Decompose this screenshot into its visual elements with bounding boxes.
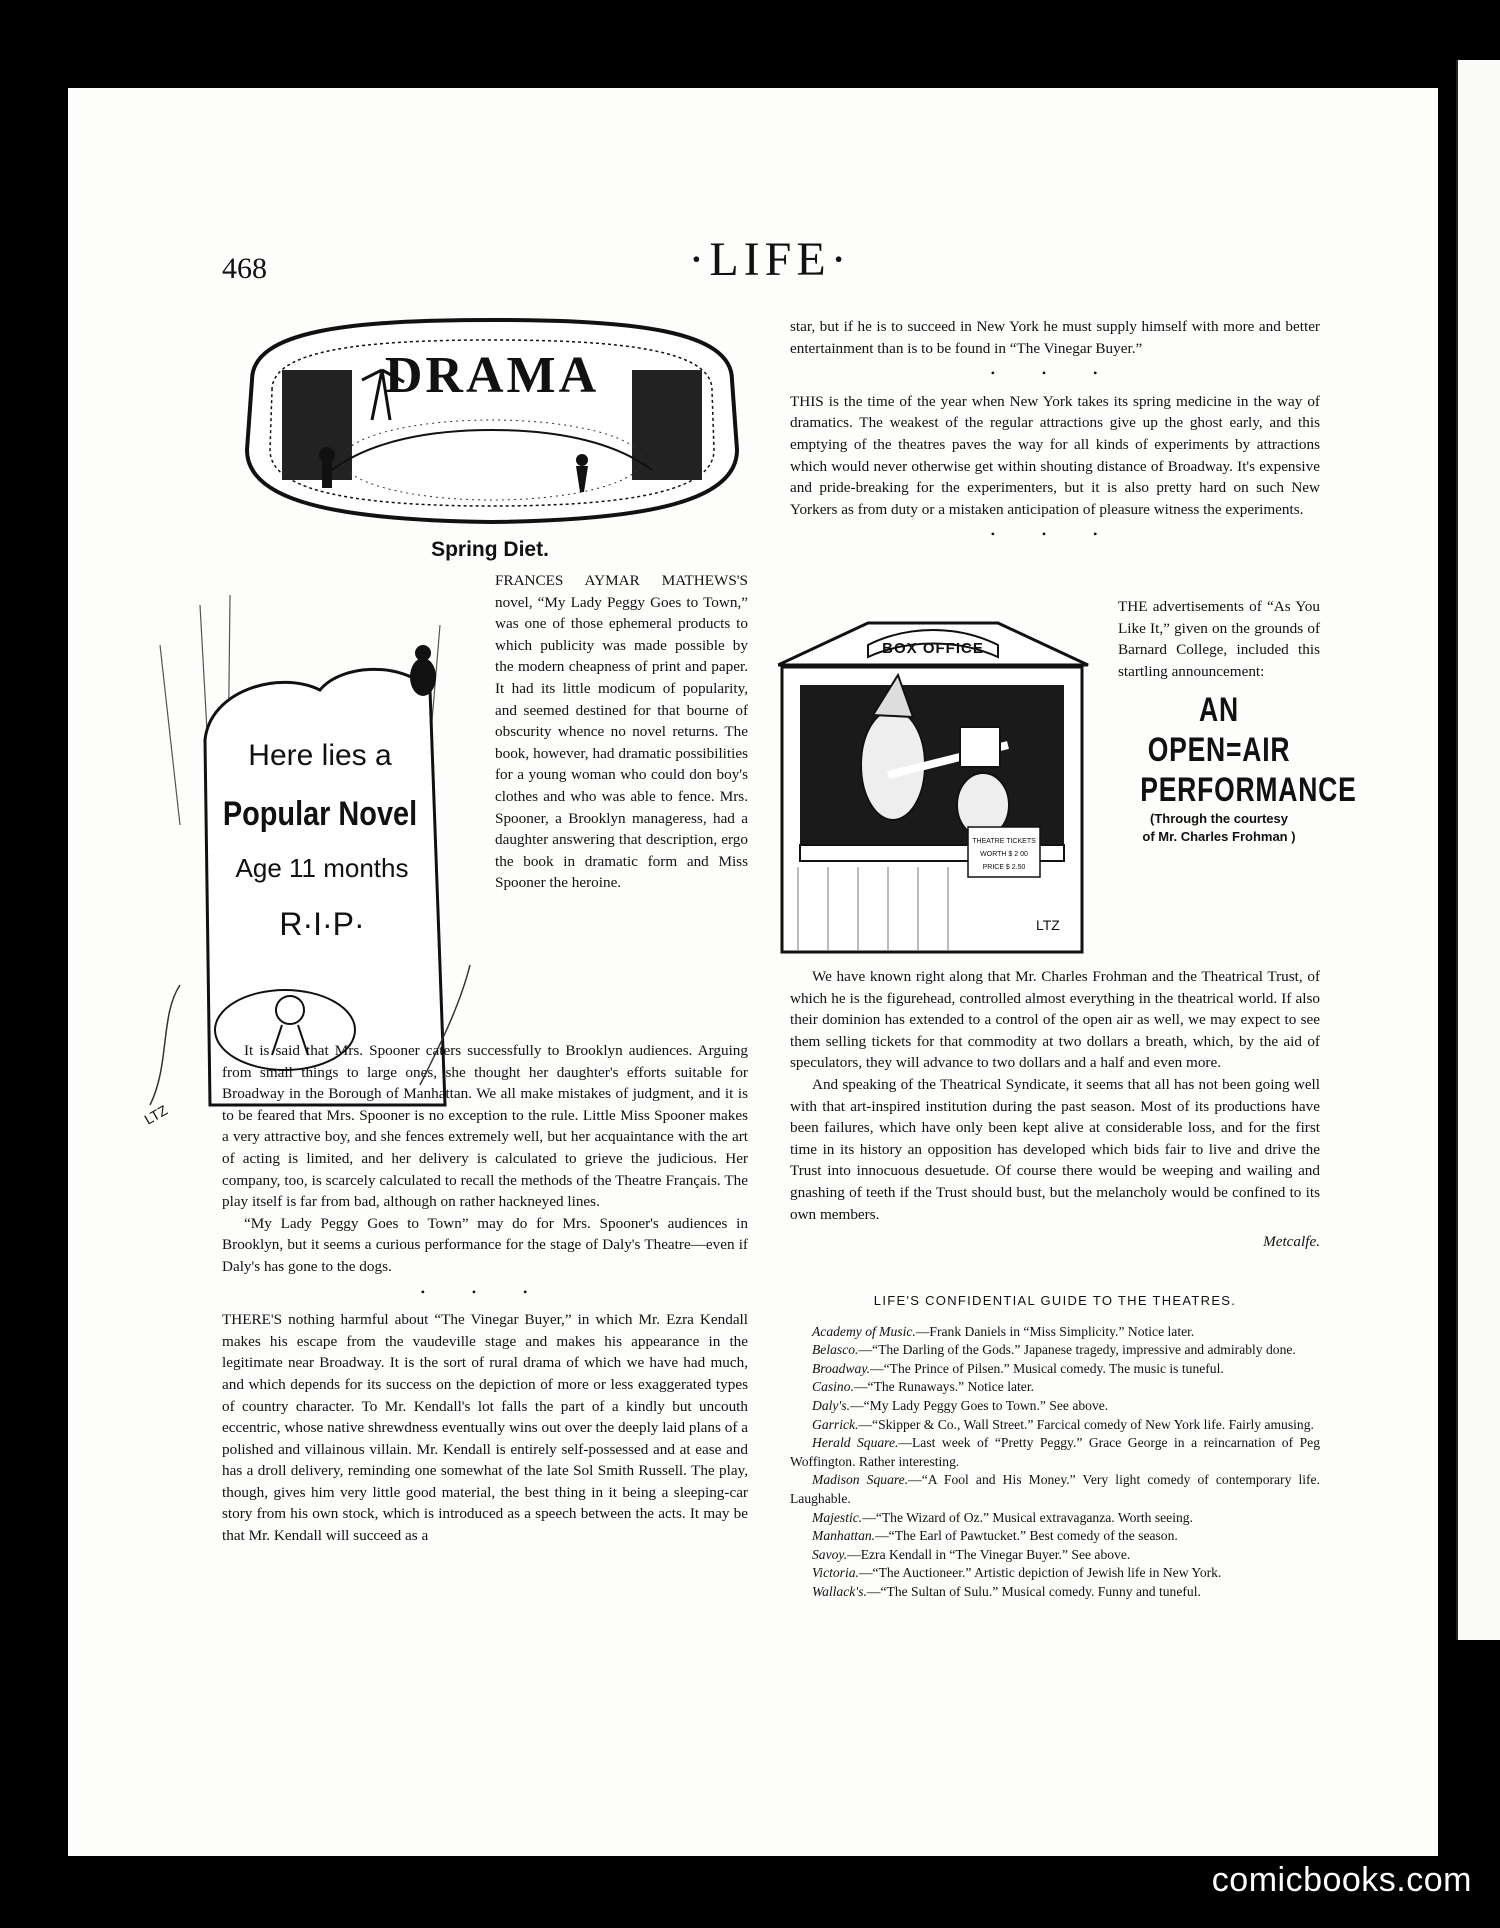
tombstone-line-2: Popular Novel — [222, 793, 418, 833]
article-paragraph-3: “My Lady Peggy Goes to Town” may do for Mrs. Spooner's audiences in Brooklyn, but it seems a curious performance for the stage of Daly's Theatre—even if Daly's has gone to the dogs. — [222, 1214, 748, 1275]
article-paragraph-5: star, but if he is to succeed in New York he must supply himself with more and better entertainment than is to be found in “The Vinegar Buyer.” — [790, 318, 1320, 357]
theatre-guide-entry — [790, 1471, 1320, 1508]
theatre-name: Majestic. — [812, 1509, 863, 1525]
theatre-guide-entry — [790, 1546, 1320, 1565]
theatre-name: Manhattan. — [812, 1528, 876, 1544]
tombstone-artist-mark: LTZ — [141, 1101, 171, 1128]
theatre-description: —“The Prince of Pilsen.” Musical comedy. The music is tuneful. — [870, 1360, 1224, 1376]
theatre-description: —“The Runaways.” Notice later. — [853, 1379, 1034, 1395]
theatre-name: Savoy. — [812, 1546, 848, 1562]
theatre-description: —“The Darling of the Gods.” Japanese tragedy, impressive and admirably done. — [858, 1342, 1296, 1358]
tombstone-line-4: R·I·P· — [279, 906, 365, 942]
theatre-description: —“The Wizard of Oz.” Musical extravaganza. Worth seeing. — [862, 1509, 1193, 1525]
theatre-guide-heading: LIFE'S CONFIDENTIAL GUIDE TO THE THEATRES. — [873, 1293, 1237, 1308]
article-paragraph-4: THERE'S nothing harmful about “The Vinegar Buyer,” in which Mr. Ezra Kendall makes his escape from the vaudeville stage and makes his appearance in the legitimate near Broadway. It is the sort of rural drama of which we have had much, and which depends for its success on the depiction of more or less exaggerated types of country character. To Mr. Kendall's lot falls the part of a kindly but uncouth eccentric, whose native shrewdness eventually wins out over the deeply laid plans of a polished and villainous villain. Mr. Kendall is entirely self-possessed and at ease and has a droll delivery, reminding one somewhat of the late Sol Smith Russell. The play, though, gives him very little good material, the best thing in it being a sleeping-car story from his own stock, which is introduced as a speech between the acts. It may be that Mr. Kendall will succeed as a — [222, 1311, 748, 1545]
theatre-guide-entry — [790, 1527, 1320, 1546]
theatre-guide-entry — [790, 1434, 1320, 1471]
section-divider: • • • — [990, 527, 1120, 542]
announcement-subhead-line-1: (Through the courtesy — [1150, 811, 1288, 827]
article-paragraph-8: We have known right along that Mr. Charles Frohman and the Theatrical Trust, of which he is the figurehead, controlled almost everything in the theatrical world. If also their dominion has extended to a control of the open air as well, we may expect to see them selling tickets for that commodity at two dollars a breath, which, by the aid of speculators, they will advance to two dollars and a half and even more. — [790, 968, 1320, 1072]
left-column-middle — [222, 1040, 748, 1547]
theatre-description: —Ezra Kendall in “The Vinegar Buyer.” See above. — [847, 1546, 1131, 1562]
announcement-headline-line-1: AN OPEN=AIR — [1147, 691, 1291, 770]
theatre-name: Casino. — [812, 1379, 854, 1395]
theatre-description: —“The Sultan of Sulu.” Musical comedy. Funny and tuneful. — [866, 1583, 1201, 1599]
right-column-bottom — [790, 966, 1320, 1253]
theatre-guide-entry — [790, 1583, 1320, 1602]
drama-banner-illustration — [232, 310, 752, 530]
article-paragraph-6: THIS is the time of the year when New York takes its spring medicine in the way of dramatics. The weakest of the regular attractions give up the ghost early, and this emptying of the theatres paves the way for all kinds of experiments by attractions which would never otherwise get within shouting distance of Broadway. It's expensive and pride-breaking for the experimenters, but it is also pretty hard on such New Yorkers as from duty or a mistaken anticipation of pleasure witness the experiments. — [790, 392, 1320, 518]
theatre-guide-list — [790, 1323, 1320, 1602]
theatre-name: Academy of Music. — [812, 1323, 916, 1339]
theatre-guide-entry — [790, 1360, 1320, 1379]
masthead: ·LIFE· — [688, 233, 852, 286]
theatre-guide-entry — [790, 1416, 1320, 1435]
theatre-guide-entry — [790, 1323, 1320, 1342]
ticket-sign-line-3: PRICE $ 2.50 — [982, 864, 1026, 871]
theatre-description: —“A Fool and His Money.” Very light comedy of contemporary life. Laughable. — [790, 1472, 1320, 1506]
theatre-name: Herald Square. — [812, 1435, 899, 1451]
article-paragraph-1: FRANCES AYMAR MATHEWS'S novel, “My Lady Peggy Goes to Town,” was one of those ephemeral products to which publicity was made possible by the modern cheapness of print and paper. It had its little modicum of popularity, and seemed destined for that bourne of obscurity whence no novel returns. The book, however, had dramatic possibilities for a young woman who could don boy's clothes and who was able to fence. Mrs. Spooner, a Brooklyn manageress, had a daughter answering that description, ergo the book in dramatic form and Miss Spooner the heroine. — [495, 572, 748, 892]
ticket-sign-line-1: THEATRE TICKETS — [972, 838, 1036, 845]
announcement-headline-line-2: PERFORMANCE — [1140, 771, 1357, 810]
article-title: Spring Diet. — [431, 538, 549, 561]
page-number: 468 — [222, 252, 267, 285]
theatre-guide-entry — [790, 1397, 1320, 1416]
theatre-guide-entry — [790, 1509, 1320, 1528]
article-paragraph-7: THE advertisements of “As You Like It,” given on the grounds of Barnard College, included this startling announcement: — [1118, 598, 1320, 680]
section-divider: • • • — [420, 1284, 550, 1299]
announcement-subhead-line-2: of Mr. Charles Frohman ) — [1142, 829, 1296, 845]
author-signature: Metcalfe. — [1263, 1233, 1320, 1251]
right-column-announcement — [1118, 596, 1357, 846]
section-divider: • • • — [990, 366, 1120, 381]
article-paragraph-9: And speaking of the Theatrical Syndicate, it seems that all has not been going well with that art-inspired institution during the past season. Most of its productions have been failures, which have only been kept alive at considerable loss, and for the first time in its history an opposition has developed which bids fair to live and drive the Trust into innocuous desuetude. Of course there would be weeping and wailing and gnashing of teeth if the Trust should bust, but the melancholy would be confined to its own members. — [790, 1075, 1320, 1223]
theatre-name: Daly's. — [812, 1397, 851, 1413]
tombstone-line-3: Age 11 months — [235, 853, 409, 883]
theatre-guide-entry — [790, 1564, 1320, 1583]
theatre-name: Victoria. — [812, 1565, 859, 1581]
box-office-artist-mark: LTZ — [1036, 917, 1060, 933]
theatre-description: —Frank Daniels in “Miss Simplicity.” Notice later. — [915, 1323, 1195, 1339]
drama-banner-label: DRAMA — [384, 347, 600, 404]
theatre-guide-entry — [790, 1341, 1320, 1360]
ticket-sign-line-2: WORTH $ 2 00 — [980, 851, 1028, 858]
theatre-description: —“Skipper & Co., Wall Street.” Farcical comedy of New York life. Fairly amusing. — [858, 1416, 1314, 1432]
theatre-description: —Last week of “Pretty Peggy.” Grace George in a reincarnation of Peg Woffington. Rather interesting. — [790, 1435, 1320, 1469]
box-office-illustration — [778, 605, 1090, 955]
theatre-name: Belasco. — [812, 1342, 859, 1358]
theatre-name: Broadway. — [812, 1360, 871, 1376]
box-office-sign: BOX OFFICE — [882, 640, 984, 657]
theatre-description: —“The Auctioneer.” Artistic depiction of Jewish life in New York. — [858, 1565, 1222, 1581]
theatre-name: Wallack's. — [812, 1583, 867, 1599]
tombstone-line-1: Here lies a — [248, 739, 392, 772]
theatre-description: —“The Earl of Pawtucket.” Best comedy of the season. — [875, 1528, 1178, 1544]
theatre-name: Madison Square. — [812, 1472, 909, 1488]
adjacent-page-edge — [1456, 60, 1500, 1640]
article-paragraph-2: It is said that Mrs. Spooner caters successfully to Brooklyn audiences. Arguing from small things to large ones, she thought her daughter's efforts suitable for Broadway in the Borough of Manhattan. We all make mistakes of judgment, and it is to be feared that Mrs. Spooner is no exception to the rule. Little Miss Spooner makes a very attractive boy, and she fences extremely well, but her acquaintance with the art of acting is limited, and her delivery is calculated to grieve the judicious. Her company, too, is scarcely calculated to recall the methods of the Theatre Français. The play itself is far from bad, although on rather hackneyed lines. — [222, 1042, 748, 1211]
theatre-guide — [790, 1292, 1320, 1602]
theatre-description: —“My Lady Peggy Goes to Town.” See above. — [850, 1397, 1109, 1413]
theatre-name: Garrick. — [812, 1416, 859, 1432]
theatre-guide-entry — [790, 1378, 1320, 1397]
left-column-top — [495, 570, 748, 894]
watermark: comicbooks.com — [1211, 1861, 1472, 1899]
right-column-top — [790, 316, 1320, 552]
